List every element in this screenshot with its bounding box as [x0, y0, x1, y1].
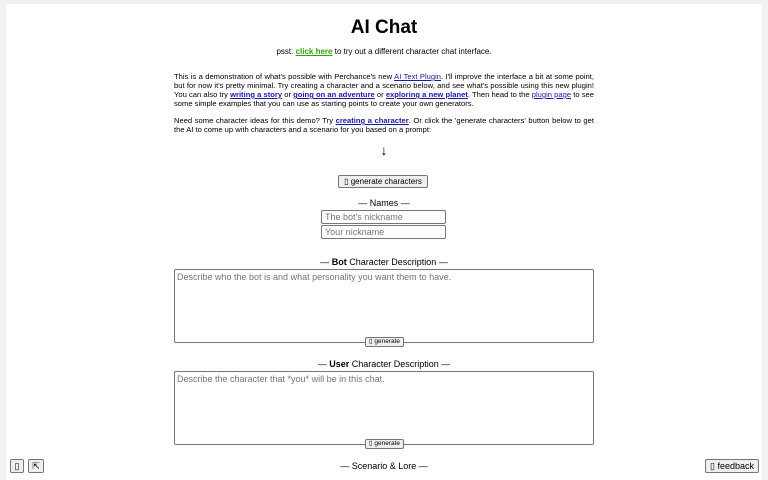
writing-story-link[interactable]: writing a story	[230, 90, 283, 99]
page-title: AI Chat	[350, 17, 418, 38]
ai-text-plugin-link[interactable]: AI Text Plugin	[394, 72, 441, 81]
intro-text: to see some simple examples that you can use as starting points to create your own generators.	[174, 90, 594, 108]
feedback-button[interactable]: ▯ feedback	[705, 459, 759, 473]
intro-text: or	[374, 90, 386, 99]
page	[6, 4, 762, 480]
heading-bold: Bot	[331, 257, 347, 267]
bot-description-heading	[174, 258, 594, 267]
dice-icon: ▯	[344, 177, 349, 186]
heading-dash: —	[317, 359, 330, 369]
bot-generate-button[interactable]: ▯ generate	[365, 337, 404, 347]
generate-characters-button[interactable]	[338, 175, 428, 188]
user-description-textarea[interactable]	[174, 371, 594, 445]
intro-text: This is a demonstration of what's possible with Perchance's new	[174, 72, 395, 81]
creating-character-link[interactable]: creating a character	[335, 116, 409, 125]
user-generate-button[interactable]: ▯ generate	[365, 439, 404, 449]
psst-suffix: to try out a different character chat interface.	[334, 47, 492, 56]
heading-rest: Character Description —	[346, 257, 448, 267]
user-description-heading	[174, 360, 594, 369]
names-heading: — Names —	[358, 198, 410, 208]
bot-nickname-input[interactable]	[321, 210, 446, 224]
heading-dash: —	[320, 257, 332, 267]
bottom-left-icon-button[interactable]: ▯	[10, 459, 24, 473]
planet-link[interactable]: exploring a new planet	[385, 90, 468, 99]
click-here-link[interactable]: click here	[295, 47, 333, 56]
scenario-heading: — Scenario & Lore —	[340, 461, 428, 471]
intro-text: . Then head to the	[467, 90, 532, 99]
user-nickname-input[interactable]	[321, 225, 446, 239]
ideas-text: . Or click the 'generate characters' button below to get the AI to come up with characters and a scenario for you based on a prompt:	[174, 116, 594, 134]
psst-line	[174, 47, 594, 56]
expand-icon-button[interactable]: ⇱	[28, 459, 44, 473]
heading-rest: Character Description —	[349, 359, 451, 369]
intro-text: or	[282, 90, 294, 99]
down-arrow-icon: ↓	[380, 142, 388, 158]
psst-prefix: psst.	[276, 47, 294, 56]
adventure-link[interactable]: going on an adventure	[293, 90, 375, 99]
generate-characters-label: generate characters	[350, 177, 422, 186]
heading-bold: User	[329, 359, 350, 369]
bot-description-textarea[interactable]	[174, 269, 594, 343]
ideas-paragraph	[174, 116, 594, 134]
plugin-page-link[interactable]: plugin page	[531, 90, 572, 99]
intro-paragraph	[174, 72, 594, 108]
intro-text: . I'll improve the interface a bit at some point, but for now it's pretty minimal. Try creating a character and a scenario below, and see what's possible using this new plugin! You can also try	[174, 72, 594, 99]
ideas-text: Need some character ideas for this demo? Try	[174, 116, 336, 125]
